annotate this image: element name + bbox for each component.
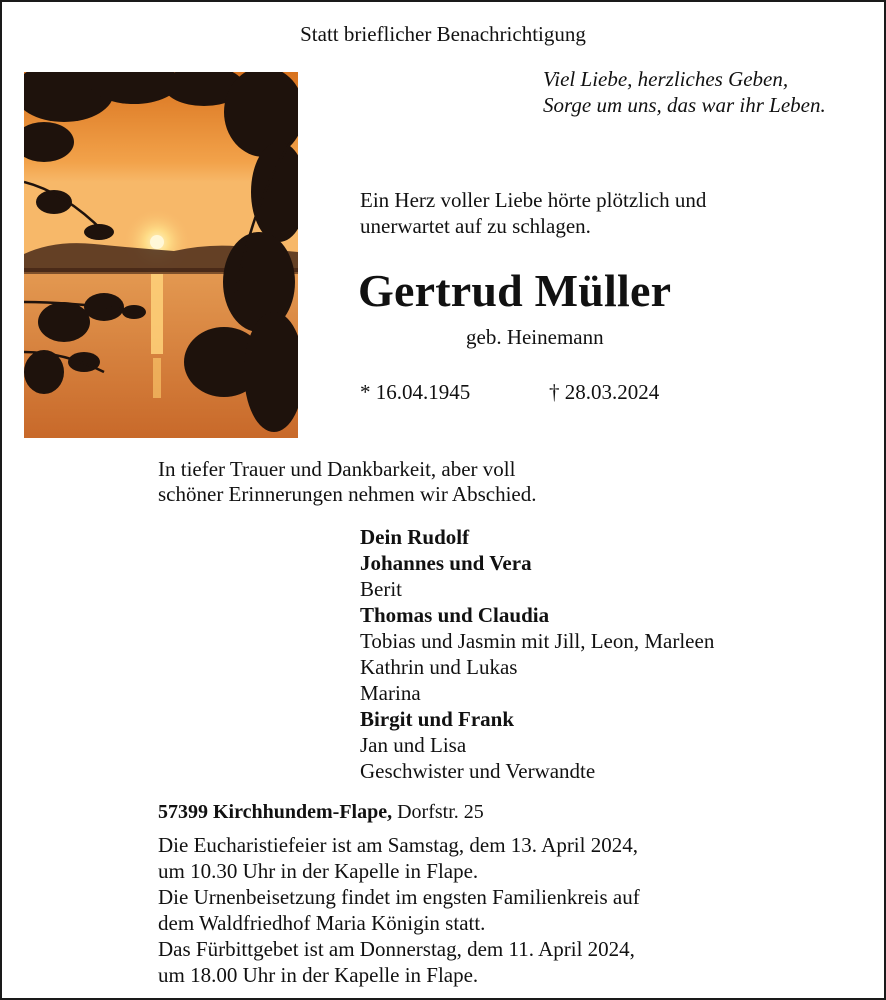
family-member: Berit (360, 577, 402, 601)
notice-header: Statt brieflicher Benachrichtigung (300, 22, 586, 46)
family-member: Jan und Lisa (360, 733, 467, 757)
mourning-text (158, 457, 536, 507)
info-line: um 18.00 Uhr in der Kapelle in Flape. (158, 963, 479, 987)
intro-text (360, 187, 706, 239)
mourning-line: schöner Erinnerungen nehmen wir Abschied. (158, 482, 537, 506)
sunset-lake-photo-icon (24, 72, 298, 438)
birth-date: * 16.04.1945 (360, 380, 471, 404)
deceased-name: Gertrud Müller (358, 265, 672, 316)
info-line: dem Waldfriedhof Maria Königin statt. (158, 911, 486, 935)
address-city: 57399 Kirchhundem-Flape, (158, 801, 393, 823)
info-line: Die Urnenbeisetzung findet im engsten Familienkreis auf (158, 885, 640, 909)
intro-line: Ein Herz voller Liebe hörte plötzlich und (360, 188, 707, 212)
quote-line: Viel Liebe, herzliches Geben, (543, 67, 789, 91)
family-member: Johannes und Vera (360, 551, 532, 575)
family-member: Birgit und Frank (360, 707, 515, 731)
intro-line: unerwartet auf zu schlagen. (360, 214, 591, 238)
family-member: Tobias und Jasmin mit Jill, Leon, Marleen (360, 629, 715, 653)
service-info (158, 832, 640, 988)
family-member: Geschwister und Verwandte (360, 759, 596, 783)
family-member: Marina (360, 681, 421, 705)
death-date: † 28.03.2024 (549, 380, 660, 404)
quote-line: Sorge um uns, das war ihr Leben. (543, 93, 826, 117)
family-member: Kathrin und Lukas (360, 655, 518, 679)
memorial-quote (543, 66, 826, 118)
address-street: Dorfstr. 25 (397, 801, 484, 823)
family-list (360, 524, 714, 784)
info-line: Die Eucharistiefeier ist am Samstag, dem 13. April 2024, (158, 833, 638, 857)
address (158, 801, 484, 824)
family-member: Dein Rudolf (360, 525, 470, 549)
family-member: Thomas und Claudia (360, 603, 550, 627)
info-line: Das Fürbittgebet ist am Donnerstag, dem 11. April 2024, (158, 937, 635, 961)
maiden-name: geb. Heinemann (466, 325, 604, 349)
info-line: um 10.30 Uhr in der Kapelle in Flape. (158, 859, 479, 883)
mourning-line: In tiefer Trauer und Dankbarkeit, aber voll (158, 457, 516, 481)
